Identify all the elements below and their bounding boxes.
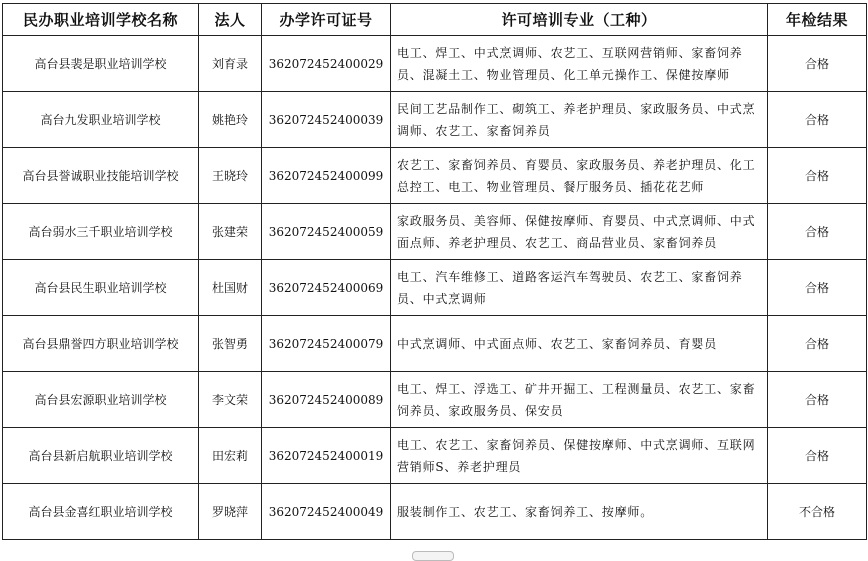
license-number-cell: 362072452400059: [262, 204, 391, 260]
license-number-cell: 362072452400079: [262, 316, 391, 372]
table-row: [3, 204, 867, 260]
inspection-result-cell: 合格: [768, 316, 867, 372]
school-name-cell: 高台弱水三千职业培训学校: [3, 204, 199, 260]
legal-person-cell: 刘育录: [199, 36, 262, 92]
license-number-cell: 362072452400039: [262, 92, 391, 148]
header-licensed-majors: 许可培训专业（工种）: [391, 4, 768, 36]
inspection-result-cell: 合格: [768, 148, 867, 204]
license-number-cell: 362072452400089: [262, 372, 391, 428]
header-inspection-result: 年检结果: [768, 4, 867, 36]
legal-person-cell: 姚艳玲: [199, 92, 262, 148]
licensed-majors-cell: 中式烹调师、中式面点师、农艺工、家畜饲养员、育婴员: [391, 316, 768, 372]
school-name-cell: 高台九发职业培训学校: [3, 92, 199, 148]
license-number-cell: 362072452400049: [262, 484, 391, 540]
table-row: [3, 36, 867, 92]
legal-person-cell: 田宏莉: [199, 428, 262, 484]
header-license-number: 办学许可证号: [262, 4, 391, 36]
table-row: [3, 92, 867, 148]
table-row: [3, 316, 867, 372]
school-name-cell: 高台县裴是职业培训学校: [3, 36, 199, 92]
license-number-cell: 362072452400099: [262, 148, 391, 204]
license-number-cell: 362072452400019: [262, 428, 391, 484]
inspection-result-cell: 合格: [768, 372, 867, 428]
school-inspection-table: [2, 3, 867, 540]
licensed-majors-cell: 农艺工、家畜饲养员、育婴员、家政服务员、养老护理员、化工总控工、电工、物业管理员、餐厅服务员、插花花艺师: [391, 148, 768, 204]
table-row: [3, 484, 867, 540]
licensed-majors-cell: 电工、汽车维修工、道路客运汽车驾驶员、农艺工、家畜饲养员、中式烹调师: [391, 260, 768, 316]
legal-person-cell: 杜国财: [199, 260, 262, 316]
license-number-cell: 362072452400069: [262, 260, 391, 316]
school-name-cell: 高台县民生职业培训学校: [3, 260, 199, 316]
school-name-cell: 高台县鼎誉四方职业培训学校: [3, 316, 199, 372]
legal-person-cell: 罗晓萍: [199, 484, 262, 540]
inspection-result-cell: 不合格: [768, 484, 867, 540]
table-row: [3, 428, 867, 484]
table-row: [3, 260, 867, 316]
legal-person-cell: 王晓玲: [199, 148, 262, 204]
inspection-result-cell: 合格: [768, 36, 867, 92]
inspection-result-cell: 合格: [768, 204, 867, 260]
licensed-majors-cell: 电工、焊工、浮选工、矿井开掘工、工程测量员、农艺工、家畜饲养员、家政服务员、保安员: [391, 372, 768, 428]
inspection-result-cell: 合格: [768, 92, 867, 148]
header-legal-person: 法人: [199, 4, 262, 36]
legal-person-cell: 张建荣: [199, 204, 262, 260]
table-row: [3, 372, 867, 428]
licensed-majors-cell: 电工、焊工、中式烹调师、农艺工、互联网营销师、家畜饲养员、混凝土工、物业管理员、化工单元操作工、保健按摩师: [391, 36, 768, 92]
school-name-cell: 高台县新启航职业培训学校: [3, 428, 199, 484]
inspection-result-cell: 合格: [768, 260, 867, 316]
license-number-cell: 362072452400029: [262, 36, 391, 92]
school-name-cell: 高台县金喜红职业培训学校: [3, 484, 199, 540]
licensed-majors-cell: 电工、农艺工、家畜饲养员、保健按摩师、中式烹调师、互联网营销师S、养老护理员: [391, 428, 768, 484]
school-name-cell: 高台县宏源职业培训学校: [3, 372, 199, 428]
licensed-majors-cell: 服装制作工、农艺工、家畜饲养工、按摩师。: [391, 484, 768, 540]
inspection-result-cell: 合格: [768, 428, 867, 484]
legal-person-cell: 张智勇: [199, 316, 262, 372]
header-school-name: 民办职业培训学校名称: [3, 4, 199, 36]
legal-person-cell: 李文荣: [199, 372, 262, 428]
school-name-cell: 高台县誉诚职业技能培训学校: [3, 148, 199, 204]
horizontal-scroll-handle[interactable]: [412, 551, 454, 561]
licensed-majors-cell: 民间工艺品制作工、砌筑工、养老护理员、家政服务员、中式烹调师、农艺工、家畜饲养员: [391, 92, 768, 148]
licensed-majors-cell: 家政服务员、美容师、保健按摩师、育婴员、中式烹调师、中式面点师、养老护理员、农艺工、商品营业员、家畜饲养员: [391, 204, 768, 260]
table-row: [3, 148, 867, 204]
header-row: [3, 4, 867, 36]
